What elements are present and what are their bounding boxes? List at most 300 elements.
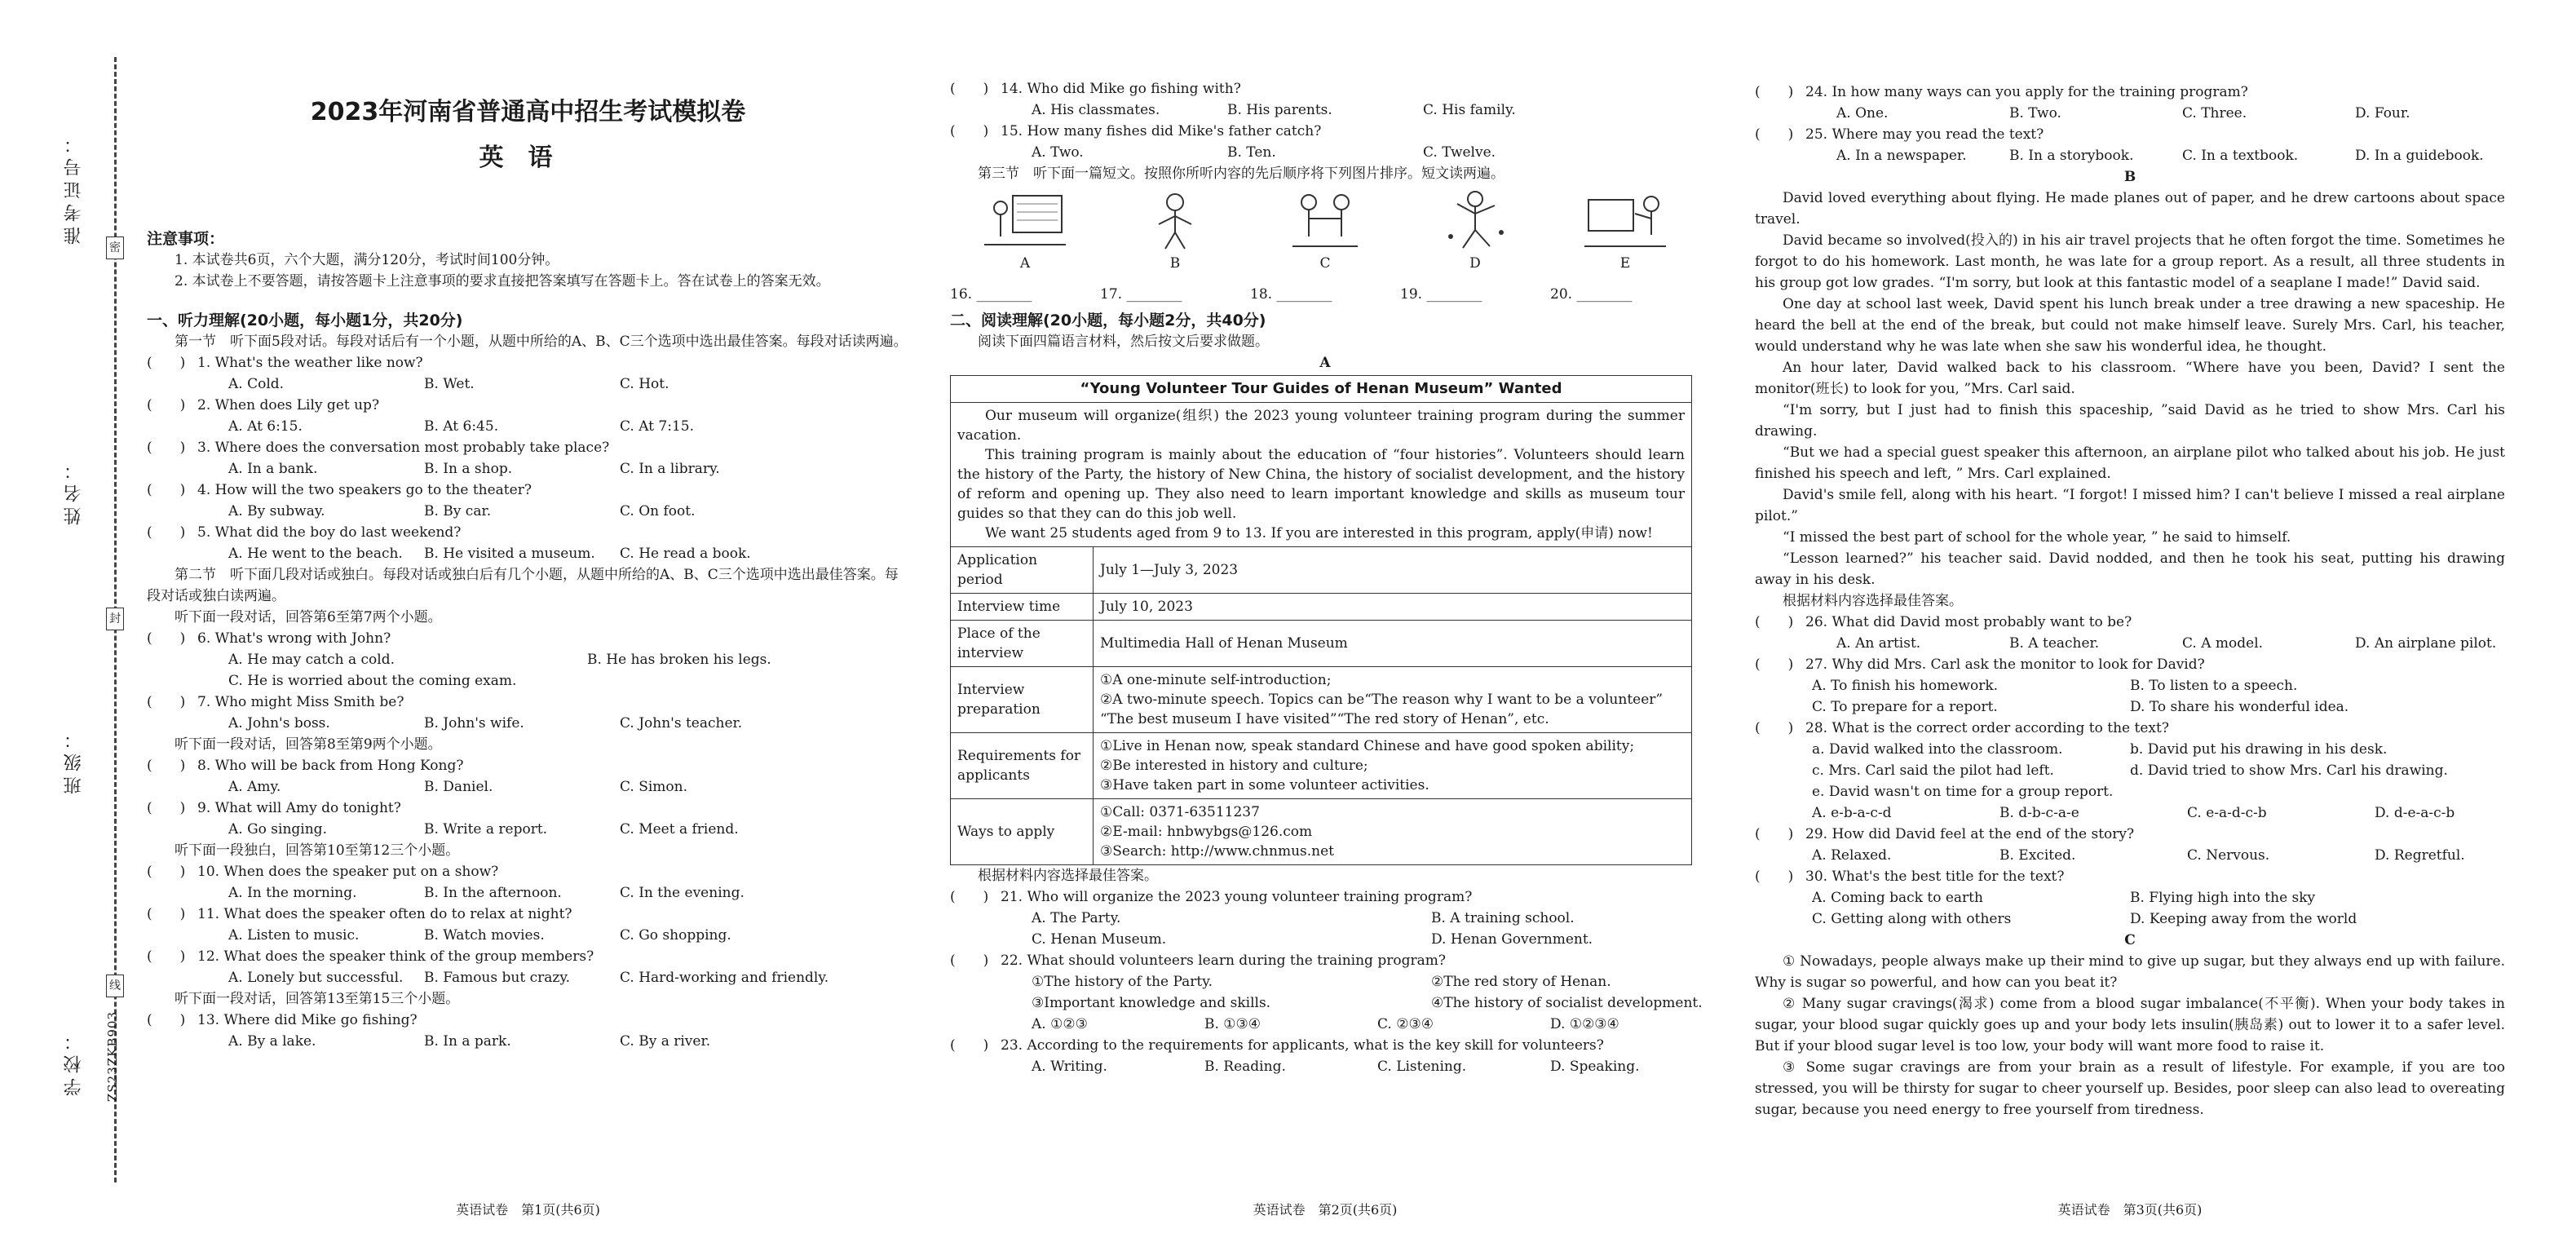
option: C. Twelve. — [1423, 144, 1496, 161]
option: C. On foot. — [620, 503, 696, 519]
statement: c. Mrs. Carl said the pilot had left. — [1812, 762, 2054, 779]
passage-label: C — [2124, 932, 2136, 948]
statements — [950, 971, 1700, 992]
answer-paren[interactable]: ( ) — [950, 81, 989, 97]
options — [147, 501, 909, 522]
question-stem: 7. Who might Miss Smith be? — [197, 694, 404, 710]
question-stem: 4. How will the two speakers go to the theater? — [197, 482, 532, 498]
answer-paren[interactable]: ( ) — [1755, 126, 1794, 143]
answer-paren[interactable]: ( ) — [147, 1012, 186, 1028]
ad-value-line: ②E-mail: hnbwybgs@126.com — [1100, 824, 1313, 840]
option: C. He is worried about the coming exam. — [228, 673, 517, 689]
question-stem: 30. What's the best title for the text? — [1805, 869, 2065, 885]
option: C. A model. — [2182, 635, 2264, 652]
ad-value: July 10, 2023 — [1094, 594, 1692, 621]
option: C. Go shopping. — [620, 927, 731, 944]
options — [1755, 633, 2505, 654]
option: B. To listen to a speech. — [2130, 678, 2298, 694]
ad-key: Place of the interview — [951, 621, 1094, 667]
note-item: 2. 本试卷上不要答题，请按答题卡上注意事项的要求直接把答案填写在答题卡上。答在试卷上的答案无效。 — [175, 273, 830, 290]
options — [1755, 887, 2505, 908]
option: A. In a newspaper. — [1836, 148, 1967, 164]
option: C. In a textbook. — [2182, 148, 2299, 164]
ad-value-line: ②A two-minute speech. Topics can be“The reason why I want to be a volunteer” “The best museum I have visited”“The red story of Henan”, etc. — [1100, 692, 1664, 727]
answer-paren[interactable]: ( ) — [1755, 869, 1794, 885]
options — [147, 776, 909, 798]
option: B. Flying high into the sky — [2130, 890, 2316, 906]
option: D. Speaking. — [1550, 1059, 1640, 1075]
passage-paragraph: An hour later, David walked back to his classroom. “Where have you been, David? I sent the monitor(班长) to look for you, ”Mrs. Carl said. — [1755, 360, 2505, 397]
answer-blank[interactable]: 17. ________ — [1100, 286, 1182, 303]
options — [950, 142, 1700, 163]
question-stem: 5. What did the boy do last weekend? — [197, 524, 462, 541]
statement: b. David put his drawing in his desk. — [2130, 741, 2388, 758]
picture-b — [1114, 188, 1236, 279]
answer-paren[interactable]: ( ) — [1755, 84, 1794, 100]
statements — [1755, 781, 2505, 802]
page-2 — [950, 0, 1703, 1242]
options — [1755, 675, 2505, 696]
option: B. d-b-c-a-e — [1999, 805, 2079, 821]
option: C. To prepare for a report. — [1812, 699, 1998, 715]
options — [950, 1014, 1700, 1035]
passage-label: A — [1319, 355, 1331, 371]
option: B. Watch movies. — [424, 927, 545, 944]
answer-paren[interactable]: ( ) — [147, 630, 186, 647]
question-28 — [1755, 718, 2505, 739]
answer-blank[interactable]: 20. ________ — [1550, 286, 1633, 303]
option: C. e-a-d-c-b — [2187, 805, 2267, 821]
question-21 — [950, 886, 1700, 908]
answer-paren[interactable]: ( ) — [147, 397, 186, 413]
statement: ④The history of socialist development. — [1431, 995, 1703, 1011]
ad-value-line: ①A one-minute self-introduction; — [1100, 672, 1332, 688]
part-intro: 第二节 听下面几段对话或独白。每段对话或独白后有几个小题，从题中所给的A、B、C三个选项中选出最佳答案。每段对话或独白读两遍。 — [147, 567, 899, 604]
subject-title: 英语 — [479, 144, 577, 172]
reading-kids-illustration — [976, 188, 1074, 253]
answer-blank[interactable]: 16. ________ — [950, 286, 1032, 303]
options — [147, 649, 909, 670]
options — [950, 929, 1700, 950]
option: D. ①②③④ — [1550, 1016, 1619, 1032]
ad-value-line: ①Live in Henan now, speak standard Chinese and have good spoken ability; — [1100, 738, 1635, 754]
option: B. John's wife. — [424, 715, 524, 731]
note-item: 1. 本试卷共6页，六个大题，满分120分，考试时间100分钟。 — [175, 252, 559, 268]
statements — [950, 992, 1703, 1014]
option: B. In a park. — [424, 1033, 511, 1050]
question-22 — [950, 950, 1700, 971]
exam-title: 2023年河南省普通高中招生考试模拟卷 — [310, 98, 746, 126]
question-9 — [147, 798, 909, 819]
question-stem: 27. Why did Mrs. Carl ask the monitor to look for David? — [1805, 656, 2205, 673]
kids-playing-illustration — [1276, 188, 1374, 253]
ad-paragraph: This training program is mainly about the education of “four histories”. Volunteers should learn the history of the Party, the history of New China, the history of socialist development, and the history of reform and opening up. They also need to learn important knowledge and skills as museum tour guides so that they can do this job well. — [957, 447, 1685, 522]
option: A. Go singing. — [228, 821, 327, 838]
ad-key: Application period — [951, 547, 1094, 594]
passage-paragraph: ① Nowadays, people always make up their mind to give up sugar, but they always end up with failure. Why is sugar so powerful, and how can you beat it? — [1755, 953, 2505, 991]
question-26 — [1755, 612, 2505, 633]
option: B. A teacher. — [2009, 635, 2100, 652]
answer-paren[interactable]: ( ) — [147, 694, 186, 710]
option: C. Hard-working and friendly. — [620, 970, 829, 986]
option: A. By a lake. — [228, 1033, 316, 1050]
options — [147, 543, 909, 564]
question-2 — [147, 395, 909, 416]
seal-mark: 封 — [106, 608, 124, 630]
dialog-instruction: 听下面一段对话，回答第8至第9两个小题。 — [175, 736, 442, 753]
option: C. Three. — [2182, 105, 2247, 122]
listening-part1 — [147, 352, 909, 564]
question-5 — [147, 522, 909, 543]
option: A. Writing. — [1032, 1059, 1107, 1075]
ad-key: Interview time — [951, 594, 1094, 621]
picture-c — [1264, 188, 1386, 279]
option: B. He has broken his legs. — [587, 652, 771, 668]
option: C. Listening. — [1377, 1059, 1467, 1075]
question-stem: 3. Where does the conversation most probably take place? — [197, 440, 610, 456]
page-1 — [147, 0, 909, 1242]
options — [147, 925, 909, 946]
option: A. Lonely but successful. — [228, 970, 404, 986]
question-stem: 23. According to the requirements for applicants, what is the key skill for volunteers? — [1001, 1037, 1604, 1054]
question-23 — [950, 1035, 1700, 1056]
ad-value — [1094, 733, 1692, 799]
options — [1755, 802, 2505, 824]
picture-a — [964, 188, 1086, 279]
option: C. Simon. — [620, 779, 687, 795]
options — [950, 99, 1700, 121]
answer-paren[interactable]: ( ) — [1755, 720, 1794, 736]
question-6 — [147, 628, 909, 649]
option: D. Regretful. — [2375, 847, 2465, 864]
question-stem: 29. How did David feel at the end of the story? — [1805, 826, 2135, 842]
option: A. Listen to music. — [228, 927, 360, 944]
answer-paren[interactable]: ( ) — [147, 524, 186, 541]
question-27 — [1755, 654, 2505, 675]
picture-label: E — [1619, 255, 1631, 272]
ad-value: July 1—July 3, 2023 — [1094, 547, 1692, 594]
question-stem: 26. What did David most probably want to be? — [1805, 614, 2132, 630]
option: A. He went to the beach. — [228, 546, 403, 562]
options — [147, 882, 909, 904]
binding-strip — [0, 0, 130, 1242]
statements — [1755, 739, 2505, 760]
answer-paren[interactable]: ( ) — [147, 906, 186, 922]
options — [147, 670, 909, 692]
option: A. Cold. — [228, 376, 285, 392]
option: B. Daniel. — [424, 779, 493, 795]
ad-value: Multimedia Hall of Henan Museum — [1094, 621, 1692, 667]
statement: ②The red story of Henan. — [1431, 974, 1611, 990]
passage-paragraph: “I missed the best part of school for the whole year, ” he said to himself. — [1783, 529, 2291, 546]
option: C. John's teacher. — [620, 715, 743, 731]
options — [147, 458, 909, 480]
answer-blanks — [950, 284, 1700, 305]
question-stem: 14. Who did Mike go fishing with? — [1001, 81, 1241, 97]
ad-value — [1094, 799, 1692, 865]
ad-key: Requirements for applicants — [951, 733, 1094, 799]
answer-paren[interactable]: ( ) — [147, 482, 186, 498]
picture-e — [1564, 188, 1686, 279]
option: B. By car. — [424, 503, 492, 519]
question-stem: 28. What is the correct order according to the text? — [1805, 720, 2169, 736]
question-12 — [147, 946, 909, 967]
question-3 — [147, 437, 909, 458]
page-footer: 英语试卷 第1页(共6页) — [456, 1202, 600, 1218]
option: A. One. — [1836, 105, 1889, 122]
option: B. In a shop. — [424, 461, 513, 477]
option: D. In a guidebook. — [2355, 148, 2484, 164]
passage-paragraph: David became so involved(投入的) in his air travel projects that he often forgot the time. Sometimes he forgot to do his homework. Last month, he was late for a group report. As a result, all three students in his group got low grades. “I'm sorry, but look at this fantastic model of a seaplane I made!” David said. — [1755, 232, 2505, 291]
option: B. At 6:45. — [424, 418, 499, 435]
question-30 — [1755, 866, 2505, 887]
options — [147, 967, 909, 988]
question-stem: 22. What should volunteers learn during the training program? — [1001, 952, 1446, 969]
page-footer: 英语试卷 第3页(共6页) — [2057, 1202, 2203, 1218]
option: B. Ten. — [1227, 144, 1276, 161]
options — [147, 1031, 909, 1052]
school-label: 学校： — [64, 1028, 84, 1096]
option: B. In the afternoon. — [424, 885, 562, 901]
ad-key: Interview preparation — [951, 667, 1094, 733]
option: B. Two. — [2009, 105, 2061, 122]
statements — [1755, 760, 2505, 781]
option: C. Hot. — [620, 376, 669, 392]
passage-paragraph: One day at school last week, David spent his lunch break under a tree drawing a new spaceship. He heard the bell at the end of the break, but could not make himself leave. Surely Mrs. Carl, his teacher, would understand why he was late when she saw his wonderful idea, he thought. — [1755, 296, 2505, 355]
option: B. Famous but crazy. — [424, 970, 571, 986]
reading-intro: 阅读下面四篇语言材料，然后按文后要求做题。 — [978, 334, 1269, 350]
option: B. Wet. — [424, 376, 475, 392]
answer-paren[interactable]: ( ) — [1755, 826, 1794, 842]
options — [1755, 696, 2505, 718]
question-stem: 12. What does the speaker think of the group members? — [197, 948, 594, 965]
options — [950, 1056, 1700, 1077]
option: A. John's boss. — [228, 715, 330, 731]
question-stem: 6. What's wrong with John? — [197, 630, 391, 647]
option: A. At 6:15. — [228, 418, 303, 435]
options — [950, 908, 1700, 929]
options — [147, 373, 909, 395]
option: A. An artist. — [1836, 635, 1921, 652]
class-label: 班级： — [64, 726, 84, 794]
option: B. Write a report. — [424, 821, 548, 838]
statement: ③Important knowledge and skills. — [1032, 995, 1271, 1011]
dialog-instruction: 听下面一段对话，回答第13至第15三个小题。 — [175, 991, 460, 1007]
option: B. ①③④ — [1204, 1016, 1261, 1032]
option: C. In a library. — [620, 461, 720, 477]
question-stem: 10. When does the speaker put on a show? — [197, 864, 499, 880]
options — [1755, 908, 2505, 930]
picture-label: C — [1319, 255, 1331, 272]
seal-mark: 密 — [106, 236, 124, 259]
choose-instruction: 根据材料内容选择最佳答案。 — [1783, 593, 1963, 609]
option: D. Keeping away from the world — [2130, 911, 2357, 927]
seal-mark: 线 — [106, 975, 124, 997]
answer-paren[interactable]: ( ) — [147, 948, 186, 965]
page-3 — [1755, 0, 2505, 1242]
part-intro: 第一节 听下面5段对话。每段对话后有一个小题，从题中所给的A、B、C三个选项中选出最佳答案。每段对话读两遍。 — [175, 334, 908, 350]
question-13 — [147, 1010, 909, 1031]
ad-key: Ways to apply — [951, 799, 1094, 865]
option: A. Amy. — [228, 779, 281, 795]
answer-paren[interactable]: ( ) — [950, 889, 989, 905]
option: A. He may catch a cold. — [228, 652, 395, 668]
choose-instruction: 根据材料内容选择最佳答案。 — [978, 868, 1158, 884]
name-label: 姓名： — [64, 457, 84, 525]
question-11 — [147, 904, 909, 925]
options — [1755, 845, 2505, 866]
option: C. ②③④ — [1377, 1016, 1434, 1032]
answer-paren[interactable]: ( ) — [950, 1037, 989, 1054]
option: A. His classmates. — [1032, 102, 1160, 118]
option: C. He read a book. — [620, 546, 751, 562]
statement: ①The history of the Party. — [1032, 974, 1213, 990]
answer-paren[interactable]: ( ) — [1755, 614, 1794, 630]
ad-value-line: ③Search: http://www.chnmus.net — [1100, 843, 1334, 860]
option: D. To share his wonderful idea. — [2130, 699, 2349, 715]
option: C. Nervous. — [2187, 847, 2270, 864]
option: B. His parents. — [1227, 102, 1332, 118]
picture-label: D — [1469, 255, 1481, 272]
question-29 — [1755, 824, 2505, 845]
part-intro: 第三节 听下面一篇短文。按照你所听内容的先后顺序将下列图片排序。短文读两遍。 — [978, 166, 1505, 182]
answer-paren[interactable]: ( ) — [147, 355, 186, 371]
option: B. Excited. — [1999, 847, 2076, 864]
passage-paragraph: “Lesson learned?” his teacher said. David nodded, and then he took his seat, putting his drawing away in his desk. — [1755, 550, 2505, 588]
option: C. Meet a friend. — [620, 821, 739, 838]
picture-d — [1414, 188, 1536, 279]
option: A. By subway. — [228, 503, 325, 519]
listening-heading: 一、听力理解(20小题，每小题1分，共20分) — [147, 312, 463, 329]
option: A. ①②③ — [1032, 1016, 1088, 1032]
question-stem: 9. What will Amy do tonight? — [197, 800, 401, 816]
question-stem: 21. Who will organize the 2023 young volunteer training program? — [1001, 889, 1473, 905]
question-4 — [147, 480, 909, 501]
ad-body — [951, 403, 1692, 547]
question-10 — [147, 861, 909, 882]
passage-b — [1755, 188, 2505, 590]
passage-label: B — [2123, 169, 2136, 185]
option: A. Coming back to earth — [1812, 890, 1983, 906]
options — [147, 819, 909, 840]
ad-title: “Young Volunteer Tour Guides of Henan Museum” Wanted — [951, 376, 1692, 403]
option: B. Reading. — [1204, 1059, 1286, 1075]
answer-blank[interactable]: 19. ________ — [1400, 286, 1482, 303]
answer-paren[interactable]: ( ) — [1755, 656, 1794, 673]
question-7 — [147, 692, 909, 713]
answer-paren[interactable]: ( ) — [950, 123, 989, 139]
question-24 — [1755, 82, 2505, 103]
ad-value-line: ②Be interested in history and culture; — [1100, 758, 1368, 774]
option: A. The Party. — [1032, 910, 1121, 926]
option: C. His family. — [1423, 102, 1516, 118]
question-14 — [950, 78, 1700, 99]
statement: a. David walked into the classroom. — [1812, 741, 2063, 758]
option: C. Getting along with others — [1812, 911, 2012, 927]
ad-value — [1094, 667, 1692, 733]
answer-paren[interactable]: ( ) — [147, 800, 186, 816]
question-stem: 11. What does the speaker often do to relax at night? — [197, 906, 572, 922]
reading-heading: 二、阅读理解(20小题，每小题2分，共40分) — [950, 312, 1266, 329]
question-1 — [147, 352, 909, 373]
option: C. In the evening. — [620, 885, 745, 901]
options — [147, 713, 909, 734]
option: D. Four. — [2355, 105, 2410, 122]
question-stem: 15. How many fishes did Mike's father catch? — [1001, 123, 1322, 139]
answer-paren[interactable]: ( ) — [147, 758, 186, 774]
ad-value-line: ①Call: 0371-63511237 — [1100, 804, 1260, 820]
statement: d. David tried to show Mrs. Carl his drawing. — [2130, 762, 2448, 779]
exam-number-label: 准考证号： — [64, 130, 84, 245]
option: C. At 7:15. — [620, 418, 695, 435]
question-8 — [147, 755, 909, 776]
notes-heading: 注意事项： — [147, 230, 225, 248]
option: D. An airplane pilot. — [2355, 635, 2497, 652]
option: B. In a storybook. — [2009, 148, 2134, 164]
option: B. A training school. — [1431, 910, 1575, 926]
passage-paragraph: “But we had a special guest speaker this afternoon, an airplane pilot who talked about his job. He just finished his speech and left, ” Mrs. Carl explained. — [1755, 444, 2505, 482]
answer-blank[interactable]: 18. ________ — [1250, 286, 1332, 303]
option: C. By a river. — [620, 1033, 711, 1050]
answer-paren[interactable]: ( ) — [147, 440, 186, 456]
option: A. In the morning. — [228, 885, 357, 901]
museum-ad-table — [950, 375, 1692, 865]
question-stem: 8. Who will be back from Hong Kong? — [197, 758, 464, 774]
option: A. e-b-a-c-d — [1812, 805, 1892, 821]
question-stem: 2. When does Lily get up? — [197, 397, 380, 413]
passage-paragraph: David loved everything about flying. He made planes out of paper, and he drew cartoons about space travel. — [1755, 190, 2505, 228]
picture-row — [950, 188, 1700, 279]
passage-paragraph: “I'm sorry, but I just had to finish this spaceship, ”said David as he tried to show Mrs. Carl his drawing. — [1755, 402, 2505, 440]
option: D. d-e-a-c-b — [2375, 805, 2455, 821]
page-footer: 英语试卷 第2页(共6页) — [1253, 1202, 1398, 1218]
boy-illustration — [1126, 188, 1224, 253]
answer-paren[interactable]: ( ) — [147, 864, 186, 880]
passage-paragraph: ③ Some sugar cravings are from your brain as a result of lifestyle. For example, if you are too stressed, you will be thirsty for sugar to cheer yourself up. Besides, poor sleep can also lead to overeating sugar, because you need energy to free yourself from tiredness. — [1755, 1059, 2505, 1118]
dialog-instruction: 听下面一段独白，回答第10至第12三个小题。 — [175, 842, 460, 859]
passage-paragraph: ② Many sugar cravings(渴求) come from a blood sugar imbalance(不平衡). When your body takes in sugar, your blood sugar quickly goes up and your body lets insulin(胰岛素) out to lower it to a safer level. But if your blood sugar level is too low, your body will want more food to raise it. — [1755, 996, 2505, 1054]
picture-label: B — [1169, 255, 1181, 272]
paper-code: ZS23ZKB903 — [105, 1011, 120, 1103]
picture-label: A — [1019, 255, 1031, 272]
passage-paragraph: David's smile fell, along with his heart. “I forgot! I missed him? I can't believe I missed a real airplane pilot.” — [1755, 487, 2505, 524]
option: A. To finish his homework. — [1812, 678, 1999, 694]
ad-paragraph: We want 25 students aged from 9 to 13. If you are interested in this program, apply(申请) now! — [985, 525, 1653, 541]
boy-at-board-illustration — [1576, 188, 1674, 253]
option: B. He visited a museum. — [424, 546, 595, 562]
question-stem: 13. Where did Mike go fishing? — [197, 1012, 418, 1028]
question-stem: 1. What's the weather like now? — [197, 355, 423, 371]
statement: e. David wasn't on time for a group report. — [1812, 784, 2114, 800]
option: A. Relaxed. — [1812, 847, 1892, 864]
question-15 — [950, 121, 1700, 142]
question-stem: 24. In how many ways can you apply for the training program? — [1805, 84, 2248, 100]
dialog-instruction: 听下面一段对话，回答第6至第7两个小题。 — [175, 609, 442, 625]
option: C. Henan Museum. — [1032, 931, 1167, 948]
question-stem: 25. Where may you read the text? — [1805, 126, 2044, 143]
options — [1755, 145, 2505, 166]
option: A. Two. — [1032, 144, 1084, 161]
ad-value-line: ③Have taken part in some volunteer activities. — [1100, 777, 1429, 793]
answer-paren[interactable]: ( ) — [950, 952, 989, 969]
question-25 — [1755, 124, 2505, 145]
dancer-illustration — [1426, 188, 1524, 253]
option: A. In a bank. — [228, 461, 318, 477]
option: D. Henan Government. — [1431, 931, 1593, 948]
options — [1755, 103, 2505, 124]
options — [147, 416, 909, 437]
ad-paragraph: Our museum will organize(组织) the 2023 young volunteer training program during the summer vacation. — [957, 408, 1685, 444]
